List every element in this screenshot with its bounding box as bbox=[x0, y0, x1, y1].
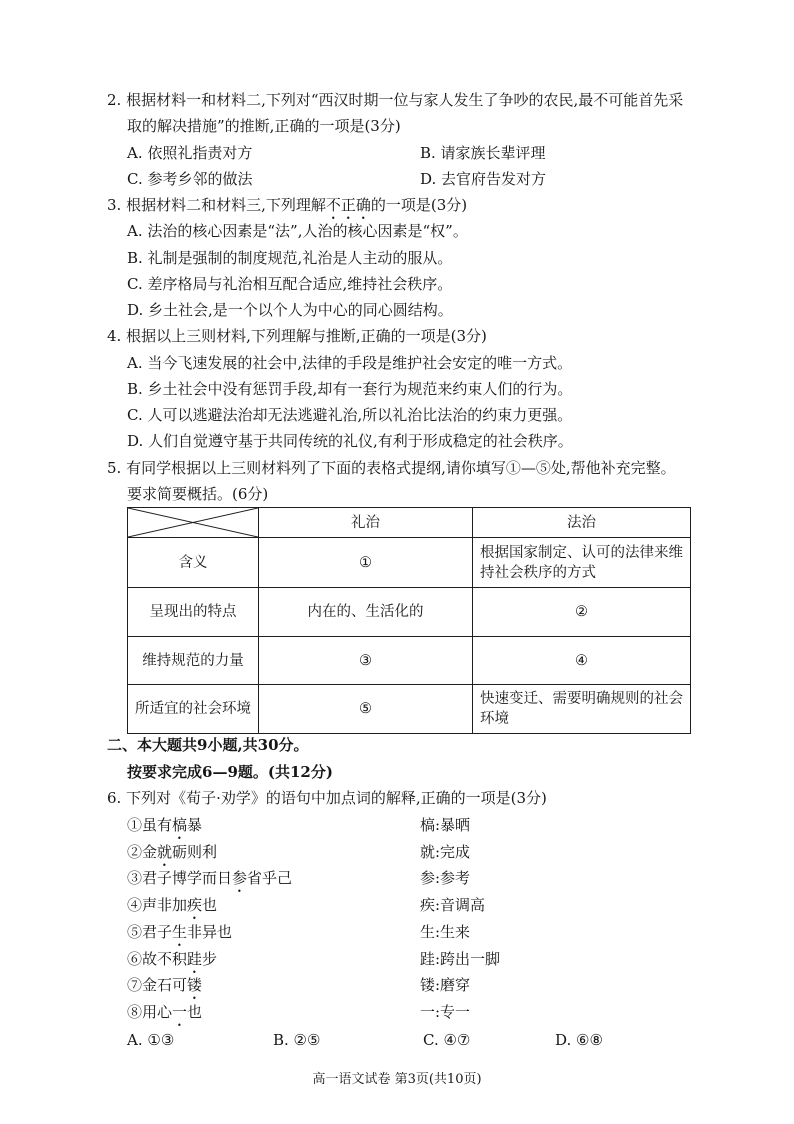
lizhi-cell: ① bbox=[259, 538, 473, 588]
q6-item-sentence bbox=[127, 999, 202, 1030]
q3-option-a: A. 法治的核心因素是“法”,人治的核心因素是“权”。 bbox=[127, 222, 468, 241]
sentence-pre: ②金 bbox=[127, 842, 158, 861]
q6-choice-d: D. ⑥⑧ bbox=[555, 1031, 603, 1049]
sentence-post: 砺则利 bbox=[172, 842, 218, 861]
fazhi-cell: ② bbox=[473, 588, 691, 637]
q6-item bbox=[0, 839, 794, 866]
lizhi-cell: 内在的、生活化的 bbox=[259, 588, 473, 637]
q5-stem-text-2: 要求简要概括。(6分) bbox=[127, 484, 269, 503]
q4-option-line bbox=[0, 402, 794, 428]
q6-stem: 6. 下列对《荀子·劝学》的语句中加点词的解释,正确的一项是(3分) bbox=[107, 789, 547, 808]
dotted-word: 镂 bbox=[187, 976, 203, 995]
q2-options-row-1 bbox=[0, 140, 794, 166]
sentence-pre: ③君子博学而日 bbox=[127, 869, 233, 888]
row-label: 维持规范的力量 bbox=[128, 637, 259, 685]
q6-item bbox=[0, 919, 794, 946]
q2-stem-line-2 bbox=[0, 113, 794, 139]
q6-item-gloss: 镂:磨穿 bbox=[420, 976, 471, 995]
q6-item bbox=[0, 946, 794, 973]
q3-option-d: D. 乡土社会,是一个以个人为中心的同心圆结构。 bbox=[127, 301, 453, 320]
q6-item bbox=[0, 812, 794, 839]
q6-choices bbox=[0, 1027, 794, 1053]
q3-stem-line bbox=[0, 192, 794, 218]
row-label: 呈现出的特点 bbox=[128, 588, 259, 637]
table-row bbox=[128, 588, 691, 637]
questions-2-to-5 bbox=[0, 87, 794, 507]
q4-option-line bbox=[0, 350, 794, 376]
header-lizhi: 礼治 bbox=[259, 508, 473, 538]
sentence-post: 非异也 bbox=[187, 922, 233, 941]
sentence-post: 也 bbox=[187, 1002, 203, 1021]
q2-option-d: D. 去官府告发对方 bbox=[420, 169, 547, 188]
q5-stem-text-1: 5. 有同学根据以上三则材料列了下面的表格式提纲,请你填写①—⑤处,帮他补充完整。 bbox=[107, 458, 676, 477]
q3-option-line bbox=[0, 218, 794, 244]
table-row bbox=[128, 637, 691, 685]
fazhi-cell: 快速变迁、需要明确规则的社会环境 bbox=[473, 685, 691, 734]
q6-choice-a: A. ①③ bbox=[127, 1031, 175, 1049]
header-fazhi: 法治 bbox=[473, 508, 691, 538]
sentence-post: 暴 bbox=[187, 816, 203, 835]
q4-option-line bbox=[0, 376, 794, 402]
q3-stem-pre: 3. 根据材料二和材料三,下列理解 bbox=[107, 196, 326, 215]
q6-item-gloss: 参:参考 bbox=[420, 869, 471, 888]
q4-option-d: D. 人们自觉遵守基于共同传统的礼仪,有利于形成稳定的社会秩序。 bbox=[127, 432, 573, 451]
q3-stem-post: 的一项是(3分) bbox=[370, 196, 468, 215]
fazhi-cell: ④ bbox=[473, 637, 691, 685]
q3-option-line bbox=[0, 271, 794, 297]
page-footer: 高一语文试卷 第3页(共10页) bbox=[312, 1072, 482, 1087]
sentence-post: 步 bbox=[202, 949, 218, 968]
q4-stem: 4. 根据以上三则材料,下列理解与推断,正确的一项是(3分) bbox=[107, 327, 487, 346]
sentence-pre: ⑦金石可 bbox=[127, 976, 188, 995]
sentence-post: 也 bbox=[202, 896, 218, 915]
section-2 bbox=[0, 732, 794, 1026]
q3-option-line bbox=[0, 245, 794, 271]
q6-choice-b: B. ②⑤ bbox=[273, 1031, 321, 1049]
q6-item-gloss: 跬:跨出一脚 bbox=[420, 949, 501, 968]
q6-stem-line bbox=[0, 785, 794, 812]
dotted-word: 就 bbox=[157, 842, 173, 861]
lizhi-cell: ⑤ bbox=[259, 685, 473, 734]
q3-option-c: C. 差序格局与礼治相互配合适应,维持社会秩序。 bbox=[127, 274, 453, 293]
q2-stem-text-1: 2. 根据材料一和材料二,下列对“西汉时期一位与家人发生了争吵的农民,最不可能首先采 bbox=[107, 91, 684, 109]
row-label: 所适宜的社会环境 bbox=[128, 685, 259, 734]
q3-option-b: B. 礼制是强制的制度规范,礼治是人主动的服从。 bbox=[127, 248, 453, 267]
lizhi-cell: ③ bbox=[259, 637, 473, 685]
dotted-word: 生 bbox=[172, 922, 188, 941]
table-row bbox=[128, 685, 691, 734]
section-title-line bbox=[0, 732, 794, 759]
table-corner-cell bbox=[128, 508, 259, 538]
q4-option-b: B. 乡土社会中没有惩罚手段,却有一套行为规范来约束人们的行为。 bbox=[127, 379, 573, 398]
section-subtitle: 按要求完成6—9题。(共12分) bbox=[127, 762, 333, 781]
q6-item-gloss: 疾:音调高 bbox=[420, 896, 486, 915]
q6-item bbox=[0, 972, 794, 999]
q2-options-row-2 bbox=[0, 166, 794, 192]
q6-item bbox=[0, 999, 794, 1026]
q6-choice-c: C. ④⑦ bbox=[423, 1031, 471, 1049]
dotted-word: 槁 bbox=[172, 816, 188, 835]
sentence-pre: ⑤君子 bbox=[127, 922, 173, 941]
q4-option-c: C. 人可以逃避法治却无法逃避礼治,所以礼治比法治的约束力更强。 bbox=[127, 406, 573, 425]
sentence-post: 省乎己 bbox=[247, 869, 293, 888]
q3-stem-emphasis: 不正确 bbox=[325, 196, 371, 215]
dotted-word: 跬 bbox=[187, 949, 203, 968]
q4-option-a: A. 当今飞速发展的社会中,法律的手段是维护社会安定的唯一方式。 bbox=[127, 353, 573, 372]
table-header-row bbox=[128, 508, 691, 538]
q6-item bbox=[0, 892, 794, 919]
sentence-pre: ①虽有 bbox=[127, 816, 173, 835]
q2-option-a: A. 依照礼指责对方 bbox=[127, 143, 253, 162]
row-label: 含义 bbox=[128, 538, 259, 588]
q4-option-line bbox=[0, 428, 794, 454]
dotted-word: 参 bbox=[232, 869, 248, 888]
section-title: 二、本大题共9小题,共30分。 bbox=[107, 736, 309, 754]
q6-item-gloss: 槁:暴晒 bbox=[420, 816, 471, 835]
q6-item bbox=[0, 865, 794, 892]
q6-item-gloss: 一:专一 bbox=[420, 1002, 471, 1021]
sentence-pre: ④声非加 bbox=[127, 896, 188, 915]
sentence-pre: ⑧用心 bbox=[127, 1002, 173, 1021]
fazhi-cell: 根据国家制定、认可的法律来维持社会秩序的方式 bbox=[473, 538, 691, 588]
table-row bbox=[128, 538, 691, 588]
dotted-word: 疾 bbox=[187, 896, 203, 915]
q6-item-gloss: 生:生来 bbox=[420, 922, 471, 941]
q5-stem-line-2 bbox=[0, 481, 794, 507]
q3-option-line bbox=[0, 297, 794, 323]
q2-option-c: C. 参考乡邻的做法 bbox=[127, 169, 253, 188]
q6-item-gloss: 就:完成 bbox=[420, 842, 471, 861]
q4-stem-line bbox=[0, 323, 794, 349]
section-subtitle-line bbox=[0, 759, 794, 786]
sentence-pre: ⑥故不积 bbox=[127, 949, 188, 968]
dotted-word: 一 bbox=[172, 1002, 188, 1021]
q2-stem-text-2: 取的解决措施”的推断,正确的一项是(3分) bbox=[127, 117, 401, 136]
q5-stem-line-1 bbox=[0, 455, 794, 481]
q5-outline-table bbox=[127, 507, 691, 734]
q2-stem-line-1 bbox=[0, 87, 794, 113]
diagonal-lines bbox=[128, 508, 258, 537]
q2-option-b: B. 请家族长辈评理 bbox=[420, 143, 546, 162]
